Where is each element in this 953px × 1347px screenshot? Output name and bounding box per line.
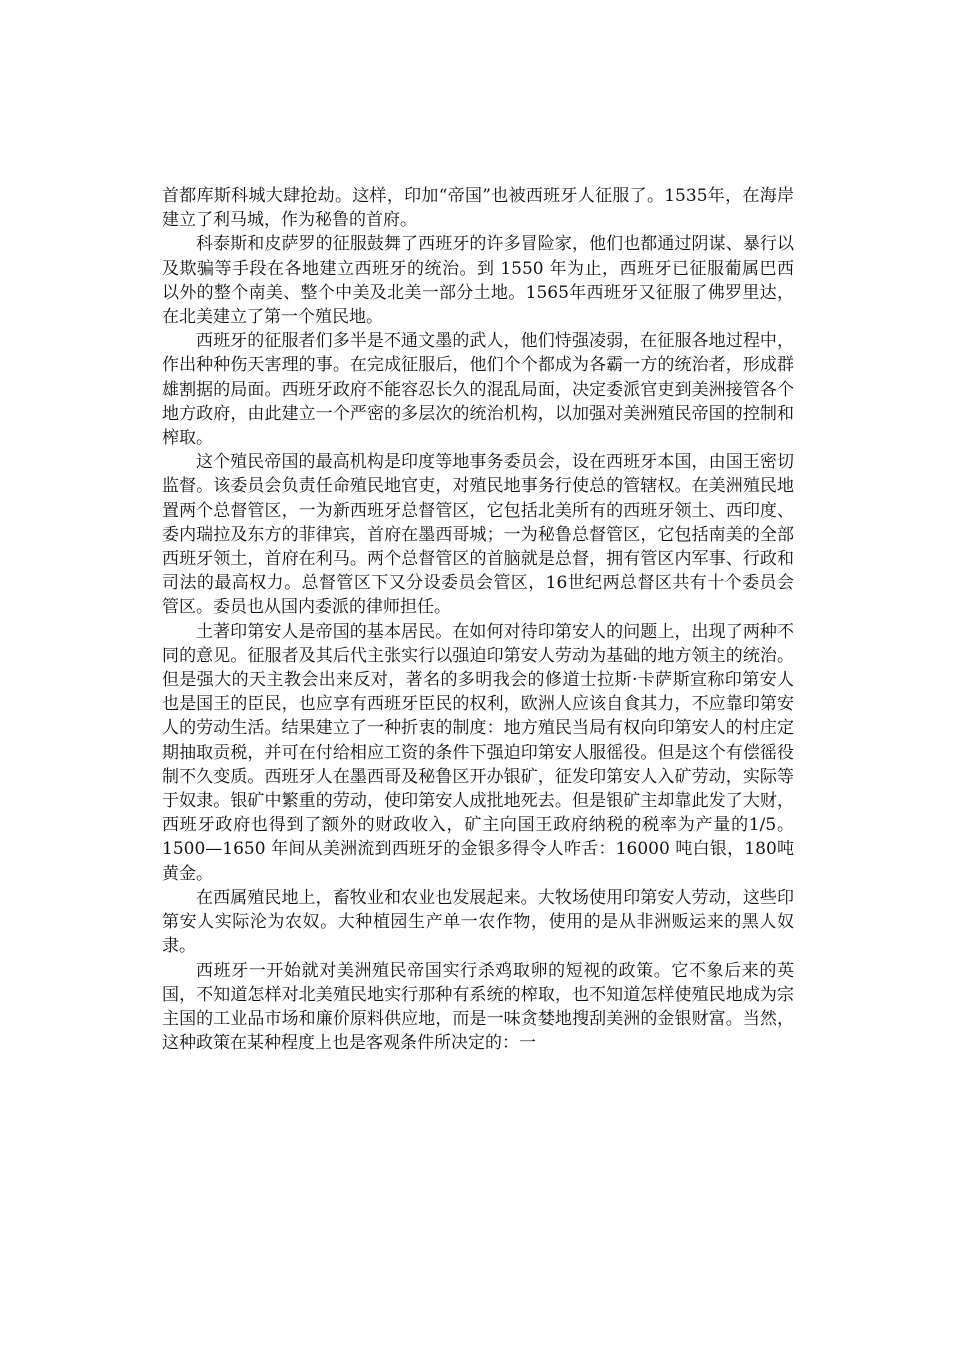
- paragraph-5: 土著印第安人是帝国的基本居民。在如何对待印第安人的问题上，出现了两种不同的意见。征服者及其后代主张实行以强迫印第安人劳动为基础的地方领主的统治。但是强大的天主教会出来反对，著名的多明我会的修道士拉斯·卡萨斯宣称印第安人也是国王的臣民，也应享有西班牙臣民的权利，欧洲人应该自食其力，不应靠印第安人的劳动生活。结果建立了一种折衷的制度：地方殖民当局有权向印第安人的村庄定期抽取贡税，并可在付给相应工资的条件下强迫印第安人服徭役。但是这个有偿徭役制不久变质。西班牙人在墨西哥及秘鲁区开办银矿，征发印第安人入矿劳动，实际等于奴隶。银矿中繁重的劳动，使印第安人成批地死去。但是银矿主却靠此发了大财，西班牙政府也得到了额外的财政收入，矿主向国王政府纳税的税率为产量的1/5。1500—1650 年间从美洲流到西班牙的金银多得令人咋舌：16000 吨白银，180吨黄金。: [162, 621, 794, 884]
- paragraph-7: 西班牙一开始就对美洲殖民帝国实行杀鸡取卵的短视的政策。它不象后来的英国，不知道怎样对北美殖民地实行那种有系统的榨取，也不知道怎样使殖民地成为宗主国的工业品市场和廉价原料供应地，而是一味贪婪地搜刮美洲的金银财富。当然，这种政策在某种程度上也是客观条件所决定的：一: [162, 960, 794, 1054]
- paragraph-2: 科泰斯和皮萨罗的征服鼓舞了西班牙的许多冒险家，他们也都通过阴谋、暴行以及欺骗等手段在各地建立西班牙的统治。到 1550 年为止，西班牙已征服葡属巴西以外的整个南美、整个中美及北美一部分土地。1565年西班牙又征服了佛罗里达，在北美建立了第一个殖民地。: [162, 234, 794, 328]
- paragraph-3: 西班牙的征服者们多半是不通文墨的武人，他们恃强凌弱，在征服各地过程中，作出种种伤天害理的事。在完成征服后，他们个个都成为各霸一方的统治者，形成群雄割据的局面。西班牙政府不能容忍长久的混乱局面，决定委派官吏到美洲接管各个地方政府，由此建立一个严密的多层次的统治机构，以加强对美洲殖民帝国的控制和榨取。: [162, 331, 794, 449]
- document-body: [162, 184, 794, 1055]
- paragraph-1: 首都库斯科城大肆抢劫。这样，印加“帝国”也被西班牙人征服了。1535年，在海岸建立了利马城，作为秘鲁的首府。: [162, 186, 794, 231]
- paragraph-6: 在西属殖民地上，畜牧业和农业也发展起来。大牧场使用印第安人劳动，这些印第安人实际沦为农奴。大种植园生产单一农作物，使用的是从非洲贩运来的黑人奴隶。: [162, 887, 794, 957]
- paragraph-4: 这个殖民帝国的最高机构是印度等地事务委员会，设在西班牙本国，由国王密切监督。该委员会负责任命殖民地官吏，对殖民地事务行使总的管辖权。在美洲殖民地置两个总督管区，一为新西班牙总督管区，它包括北美所有的西班牙领土、西印度、委内瑞拉及东方的菲律宾，首府在墨西哥城；一为秘鲁总督管区，它包括南美的全部西班牙领土，首府在利马。两个总督管区的首脑就是总督，拥有管区内军事、行政和司法的最高权力。总督管区下又分设委员会管区，16世纪两总督区共有十个委员会管区。委员也从国内委派的律师担任。: [162, 452, 794, 618]
